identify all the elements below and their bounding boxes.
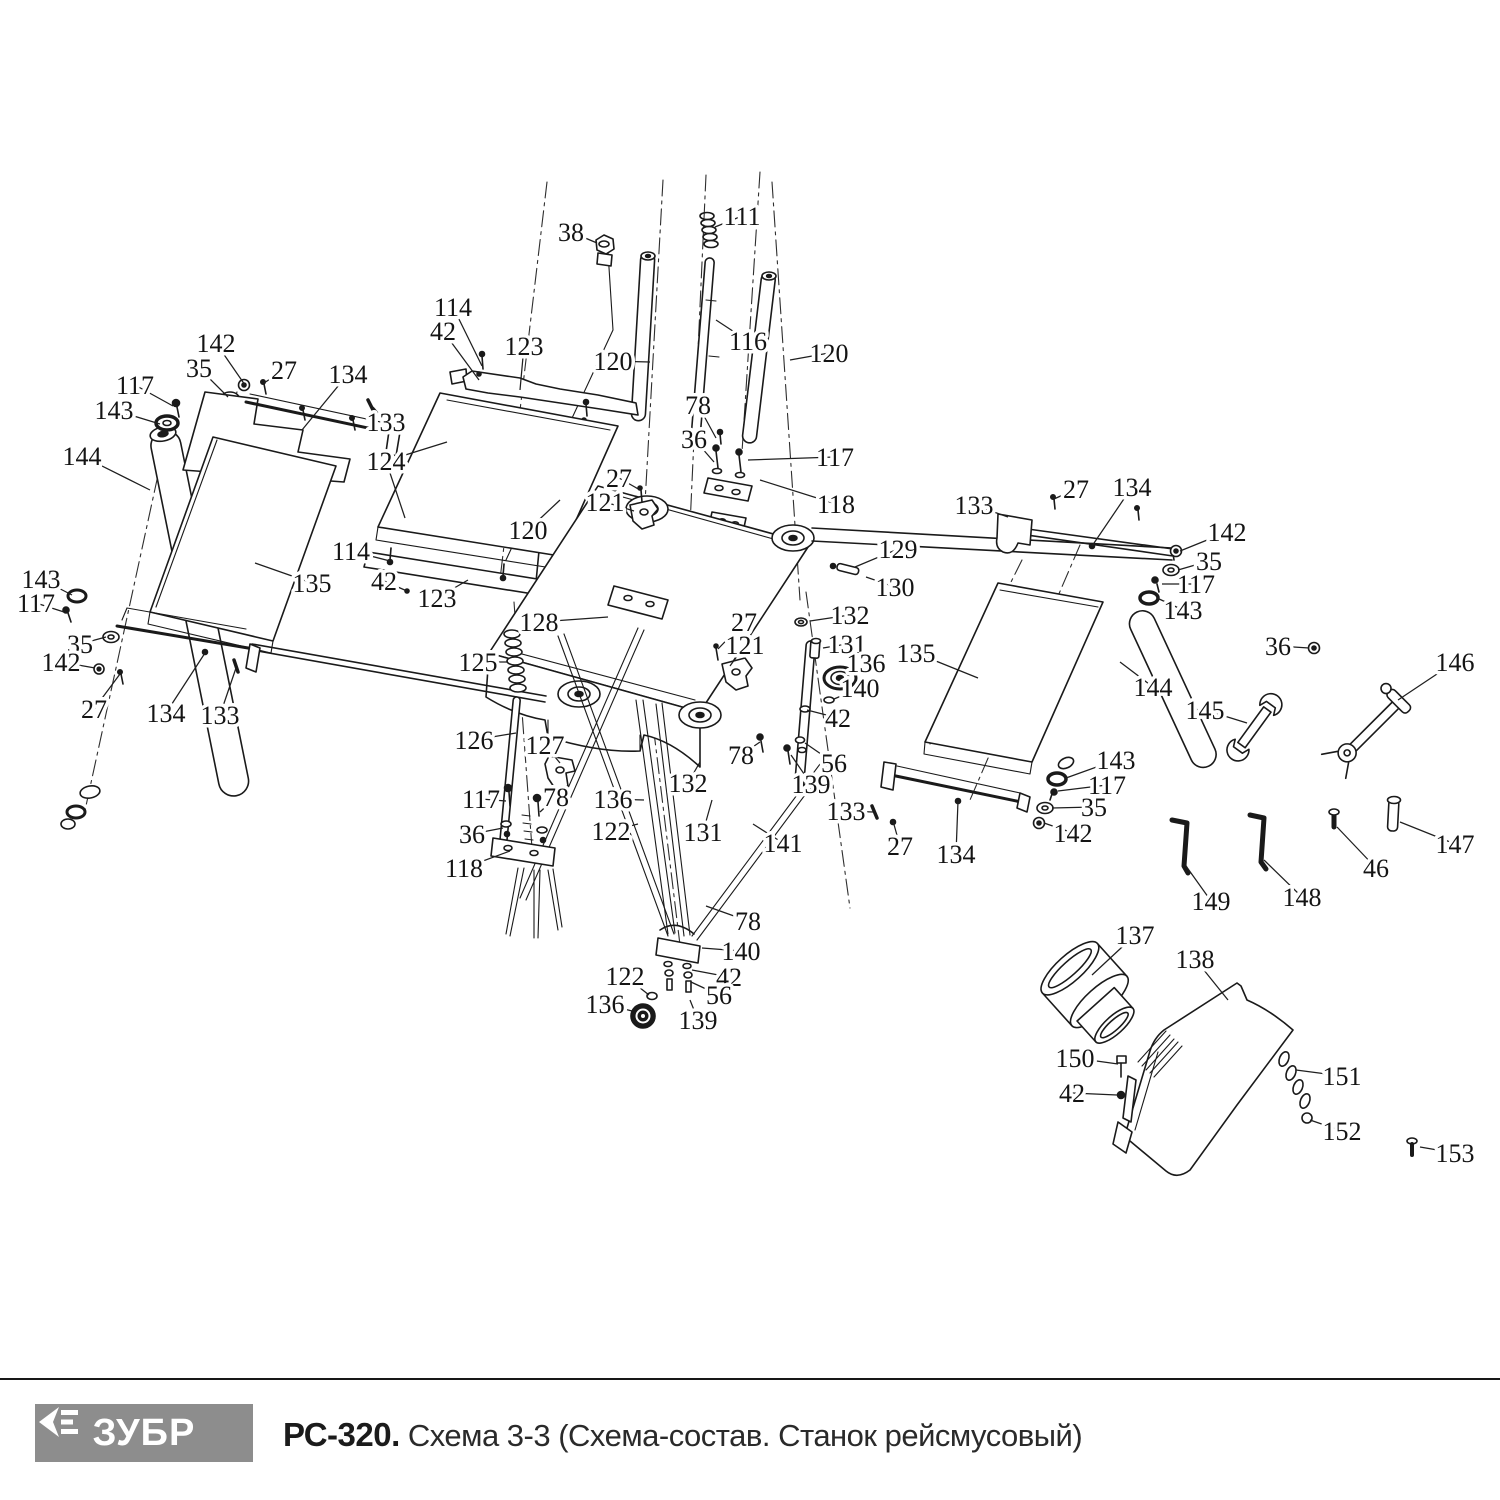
part-label-27: 27 <box>81 695 107 724</box>
part-label-129: 129 <box>878 535 918 564</box>
part-label-132: 132 <box>668 769 708 798</box>
part-label-140: 140 <box>840 674 880 703</box>
part-label-123: 123 <box>417 584 457 613</box>
part-label-136: 136 <box>846 649 886 678</box>
part-label-151: 151 <box>1322 1062 1362 1091</box>
schema-title: Схема 3-3 (Схема-состав. Станок рейсмусовый) <box>399 1418 1083 1453</box>
part-label-27: 27 <box>1063 475 1089 504</box>
part-label-42: 42 <box>430 317 456 346</box>
part-label-150: 150 <box>1055 1044 1095 1073</box>
part-label-142: 142 <box>41 648 81 677</box>
part-label-130: 130 <box>875 573 915 602</box>
part-label-122: 122 <box>591 817 631 846</box>
part-label-78: 78 <box>543 783 569 812</box>
brand-name: ЗУБР <box>92 1412 196 1454</box>
part-label-117: 117 <box>1087 771 1127 800</box>
part-label-142: 142 <box>1053 819 1093 848</box>
part-label-120: 120 <box>508 516 548 545</box>
part-label-139: 139 <box>791 770 831 799</box>
part-label-145: 145 <box>1185 696 1225 725</box>
footer-divider <box>0 1378 1500 1380</box>
hex-key-148 <box>1250 815 1266 869</box>
part-label-121: 121 <box>725 631 765 660</box>
part-label-137: 137 <box>1115 921 1155 950</box>
part-label-36: 36 <box>1265 632 1291 661</box>
part-label-140: 140 <box>721 937 761 966</box>
part-label-35: 35 <box>1196 547 1222 576</box>
part-label-35: 35 <box>1081 793 1107 822</box>
part-label-144: 144 <box>1133 673 1173 702</box>
part-label-78: 78 <box>735 907 761 936</box>
crank-handle <box>1317 681 1414 778</box>
part-label-78: 78 <box>685 391 711 420</box>
part-label-42: 42 <box>1059 1079 1085 1108</box>
zubr-arrow-icon <box>35 1404 81 1440</box>
part-label-36: 36 <box>681 425 707 454</box>
part-label-131: 131 <box>683 818 723 847</box>
part-label-42: 42 <box>716 963 742 992</box>
artwork <box>61 172 1417 1175</box>
part-label-131: 131 <box>827 630 867 659</box>
part-label-125: 125 <box>458 648 498 677</box>
part-label-56: 56 <box>821 749 847 778</box>
part-label-117: 117 <box>1176 570 1216 599</box>
part-label-36: 36 <box>459 820 485 849</box>
part-label-35: 35 <box>67 630 93 659</box>
part-label-143: 143 <box>1096 746 1136 775</box>
part-label-143: 143 <box>21 565 61 594</box>
schema-caption <box>283 1416 1082 1454</box>
part-label-133: 133 <box>200 701 240 730</box>
part-label-126: 126 <box>454 726 494 755</box>
part-label-134: 134 <box>1112 473 1152 502</box>
part-label-142: 142 <box>196 329 236 358</box>
part-label-134: 134 <box>328 360 368 389</box>
part-label-121: 121 <box>585 488 625 517</box>
part-label-143: 143 <box>1163 596 1203 625</box>
part-label-135: 135 <box>896 639 936 668</box>
part-label-134: 134 <box>936 840 976 869</box>
part-label-136: 136 <box>593 785 633 814</box>
part-label-27: 27 <box>887 832 913 861</box>
part-label-117: 117 <box>115 371 155 400</box>
part-label-152: 152 <box>1322 1117 1362 1146</box>
part-label-117: 117 <box>815 443 855 472</box>
part-label-123: 123 <box>504 332 544 361</box>
part-label-114: 114 <box>433 293 473 322</box>
part-label-35: 35 <box>186 354 212 383</box>
part-label-117: 117 <box>16 589 56 618</box>
part-label-118: 118 <box>816 490 856 519</box>
part-label-46: 46 <box>1363 854 1389 883</box>
part-label-78: 78 <box>728 741 754 770</box>
model-number: РС-320. <box>283 1416 400 1453</box>
part-label-138: 138 <box>1175 945 1215 974</box>
part-label-142: 142 <box>1207 518 1247 547</box>
part-label-122: 122 <box>605 962 645 991</box>
part-label-116: 116 <box>728 327 768 356</box>
part-label-27: 27 <box>606 464 632 493</box>
top-fasteners <box>596 213 718 267</box>
belt-cover <box>1113 983 1417 1175</box>
part-label-42: 42 <box>371 567 397 596</box>
part-label-149: 149 <box>1191 887 1231 916</box>
part-label-139: 139 <box>678 1006 718 1035</box>
part-label-114: 114 <box>331 537 371 566</box>
part-label-133: 133 <box>366 408 406 437</box>
part-label-118: 118 <box>444 854 484 883</box>
part-label-153: 153 <box>1435 1139 1475 1168</box>
part-label-133: 133 <box>954 491 994 520</box>
part-label-132: 132 <box>830 601 870 630</box>
wrench <box>1223 689 1287 765</box>
part-label-133: 133 <box>826 797 866 826</box>
part-label-134: 134 <box>146 699 186 728</box>
part-label-144: 144 <box>62 442 102 471</box>
part-label-141: 141 <box>763 829 803 858</box>
part-label-27: 27 <box>731 608 757 637</box>
brand-logo-box <box>35 1404 253 1462</box>
part-label-120: 120 <box>809 339 849 368</box>
part-label-146: 146 <box>1435 648 1475 677</box>
part-label-127: 127 <box>525 731 565 760</box>
part-label-120: 120 <box>593 347 633 376</box>
part-label-128: 128 <box>519 608 559 637</box>
left-table-assembly <box>61 380 400 830</box>
part-label-124: 124 <box>366 447 406 476</box>
part-label-38: 38 <box>558 218 584 247</box>
part-label-147: 147 <box>1435 830 1475 859</box>
part-label-27: 27 <box>271 356 297 385</box>
part-label-135: 135 <box>292 569 332 598</box>
part-label-136: 136 <box>585 990 625 1019</box>
part-label-111: 111 <box>723 202 761 231</box>
part-label-42: 42 <box>825 704 851 733</box>
part-label-56: 56 <box>706 981 732 1010</box>
hex-key-149 <box>1172 820 1188 873</box>
part-label-148: 148 <box>1282 883 1322 912</box>
part-label-117: 117 <box>461 785 501 814</box>
dust-chute <box>1034 934 1152 1053</box>
part-label-143: 143 <box>94 396 134 425</box>
